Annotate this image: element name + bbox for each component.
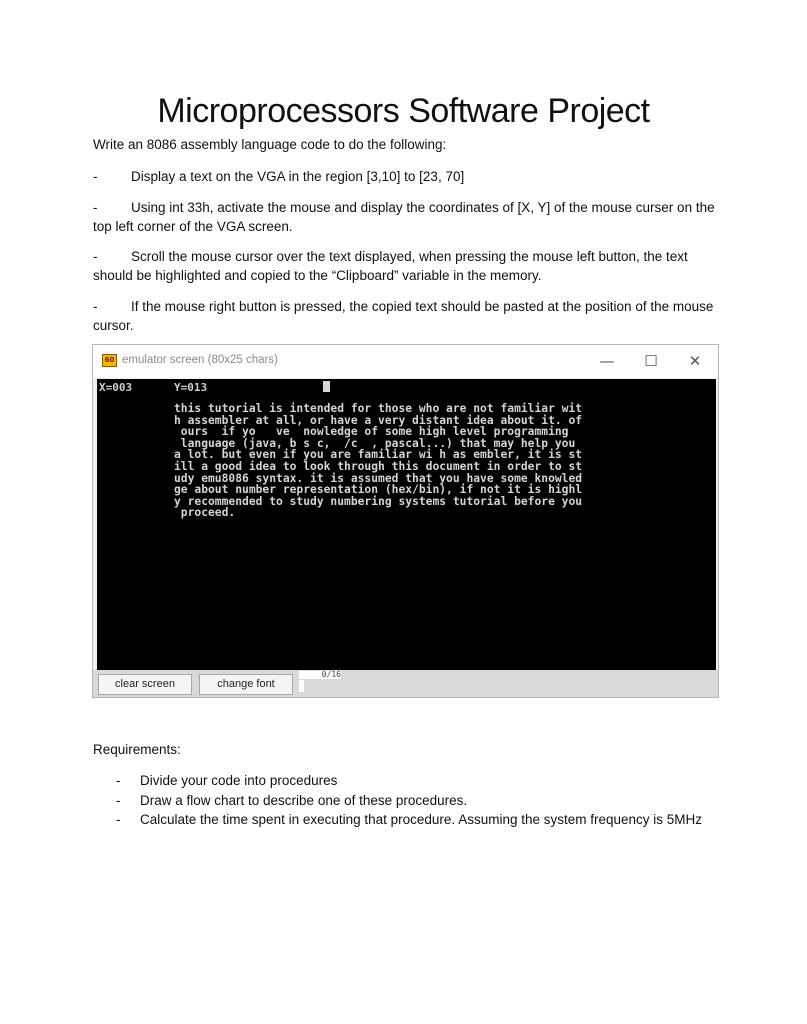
screen-line: ge about number representation (hex/bin), if not it is highl	[174, 483, 583, 497]
buffer-counter: 0/16	[299, 671, 341, 679]
emulator-window-title: emulator screen (80x25 chars)	[122, 354, 278, 366]
intro-text: Write an 8086 assembly language code to do the following:	[93, 137, 447, 152]
screen-line: h assembler at all, or have a very distant idea about it. of	[174, 413, 583, 427]
screen-line: udy emu8086 syntax. it is assumed that you have some knowled	[174, 471, 583, 485]
screen-line: proceed.	[174, 506, 236, 520]
emulator-titlebar[interactable]	[93, 345, 718, 378]
page-title: Microprocessors Software Project	[157, 92, 650, 130]
requirement-text: Draw a flow chart to describe one of these procedures.	[140, 793, 468, 808]
bullet-dash: -	[93, 169, 98, 184]
screen-text	[174, 403, 644, 519]
requirement-item-1	[116, 773, 337, 788]
bullet-dash: -	[93, 299, 98, 314]
minimize-icon[interactable]: —	[599, 352, 615, 370]
screen-line: this tutorial is intended for those who are not familiar wit	[174, 402, 583, 415]
requirement-item-2	[116, 793, 467, 808]
task-bullet-text: Using int 33h, activate the mouse and display the coordinates of [X, Y] of the mouse curser on the top left corner of the VGA screen.	[93, 200, 715, 234]
close-icon[interactable]: ✕	[688, 352, 702, 370]
requirements-heading: Requirements:	[93, 742, 181, 757]
requirement-item-3	[116, 812, 702, 827]
task-bullet-text: If the mouse right button is pressed, the copied text should be pasted at the position of the mouse cursor.	[93, 299, 714, 333]
clear-screen-button[interactable]: clear screen	[98, 674, 192, 695]
bullet-dash: -	[93, 200, 98, 215]
task-bullet-2	[93, 198, 719, 236]
requirement-text: Calculate the time spent in executing that procedure. Assuming the system frequency is 5MHz	[140, 812, 703, 827]
bullet-dash: -	[116, 793, 121, 808]
screen-line: a lot. but even if you are familiar wi h as embler, it is st	[174, 448, 583, 462]
task-bullet-1	[93, 167, 719, 186]
screen-line: language (java, b s c, /c , pascal...) that may help you	[174, 436, 576, 450]
screen-line: ours if yo ve nowledge of some high level programming	[174, 425, 569, 439]
bullet-dash: -	[116, 812, 121, 827]
task-bullet-text: Scroll the mouse cursor over the text displayed, when pressing the mouse left button, the text should be highlighted and copied to the “Clipboard” variable in the memory.	[93, 249, 688, 283]
buffer-progress	[299, 680, 304, 692]
task-bullet-text: Display a text on the VGA in the region [3,10] to [23, 70]	[131, 169, 465, 184]
task-bullet-3	[93, 247, 719, 285]
screen-line: y recommended to study numbering systems tutorial before you	[174, 494, 583, 508]
mouse-x-coordinate: X=003	[99, 381, 133, 394]
emulator-screen[interactable]	[97, 379, 716, 670]
requirement-text: Divide your code into procedures	[140, 773, 338, 788]
task-bullet-4	[93, 297, 719, 335]
screen-line: ill a good idea to look through this document in order to st	[174, 459, 583, 473]
mouse-y-coordinate: Y=013	[174, 381, 208, 394]
bullet-dash: -	[116, 773, 121, 788]
maximize-icon[interactable]: ☐	[644, 352, 658, 370]
emulator-window	[92, 344, 719, 698]
bullet-dash: -	[93, 249, 98, 264]
emulator-app-icon: 60	[102, 354, 117, 367]
text-cursor	[323, 381, 330, 392]
emulator-bottom-bar	[93, 670, 718, 697]
change-font-button[interactable]: change font	[199, 674, 293, 695]
